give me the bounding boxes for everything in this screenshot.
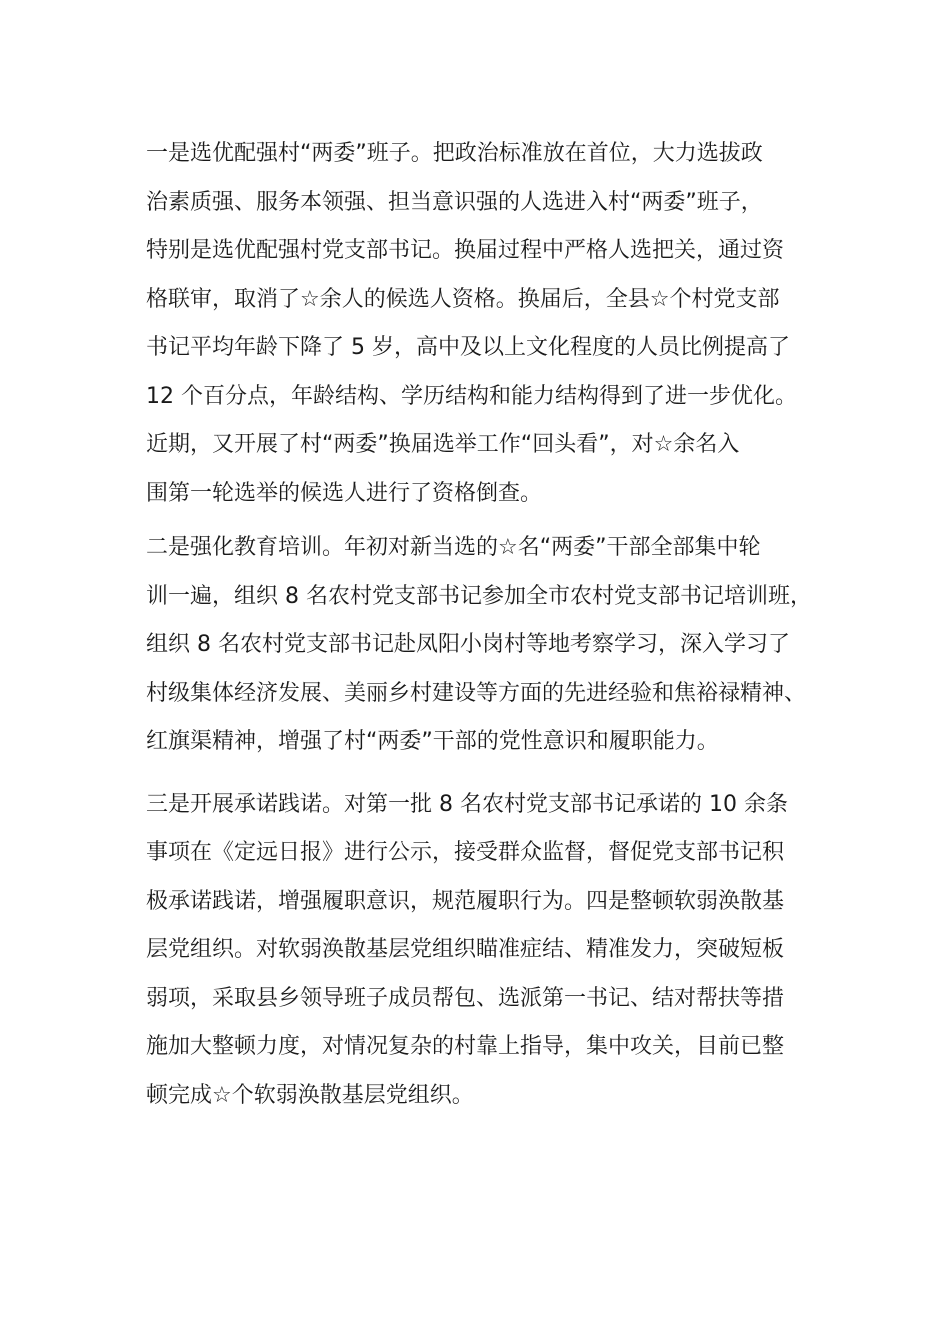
text-line: 围第一轮选举的候选人进行了资格倒查。 [146, 480, 543, 506]
text-line: 弱项，采取县乡领导班子成员帮包、选派第一书记、结对帮扶等措 [146, 985, 785, 1011]
text-line: 村级集体经济发展、美丽乡村建设等方面的先进经验和焦裕禄精神、 [146, 680, 807, 706]
text-line: 特别是选优配强村党支部书记。换届过程中严格人选把关，通过资 [146, 238, 785, 263]
text-line: 12 个百分点，年龄结构、学历结构和能力结构得到了进一步优化。 [146, 383, 797, 409]
text-line: 事项在《定远日报》进行公示，接受群众监督，督促党支部书记积 [146, 840, 785, 865]
text-line: 治素质强、服务本领强、担当意识强的人选进入村“两委”班子， [146, 189, 763, 215]
text-line: 极承诺践诺，增强履职意识，规范履职行为。四是整顿软弱涣散基 [146, 888, 785, 914]
paragraph-3 [146, 781, 826, 1121]
paragraph-2 [146, 524, 826, 767]
text-line: 红旗渠精神，增强了村“两委”干部的党性意识和履职能力。 [146, 729, 719, 754]
text-line: 格联审，取消了☆余人的候选人资格。换届后，全县☆个村党支部 [146, 286, 780, 312]
text-line: 组织 8 名农村党支部书记赴凤阳小岗村等地考察学习，深入学习了 [146, 632, 790, 657]
text-line: 一是选优配强村“两委”班子。把政治标准放在首位，大力选拔政 [146, 141, 763, 166]
text-line: 顿完成☆个软弱涣散基层党组织。 [146, 1082, 474, 1108]
text-line: 近期，又开展了村“两委”换届选举工作“回头看”，对☆余名入 [146, 432, 740, 457]
text-line: 施加大整顿力度，对情况复杂的村靠上指导，集中攻关，目前已整 [146, 1034, 785, 1059]
paragraph-1 [146, 130, 826, 518]
text-line: 层党组织。对软弱涣散基层党组织瞄准症结、精准发力，突破短板 [146, 937, 785, 962]
document-body [146, 130, 826, 1120]
text-line: 书记平均年龄下降了 5 岁，高中及以上文化程度的人员比例提高了 [146, 335, 790, 360]
text-line: 三是开展承诺践诺。对第一批 8 名农村党支部书记承诺的 10 余条 [146, 791, 788, 817]
text-line: 二是强化教育培训。年初对新当选的☆名“两委”干部全部集中轮 [146, 535, 761, 560]
text-line: 训一遍，组织 8 名农村党支部书记参加全市农村党支部书记培训班， [146, 583, 812, 609]
